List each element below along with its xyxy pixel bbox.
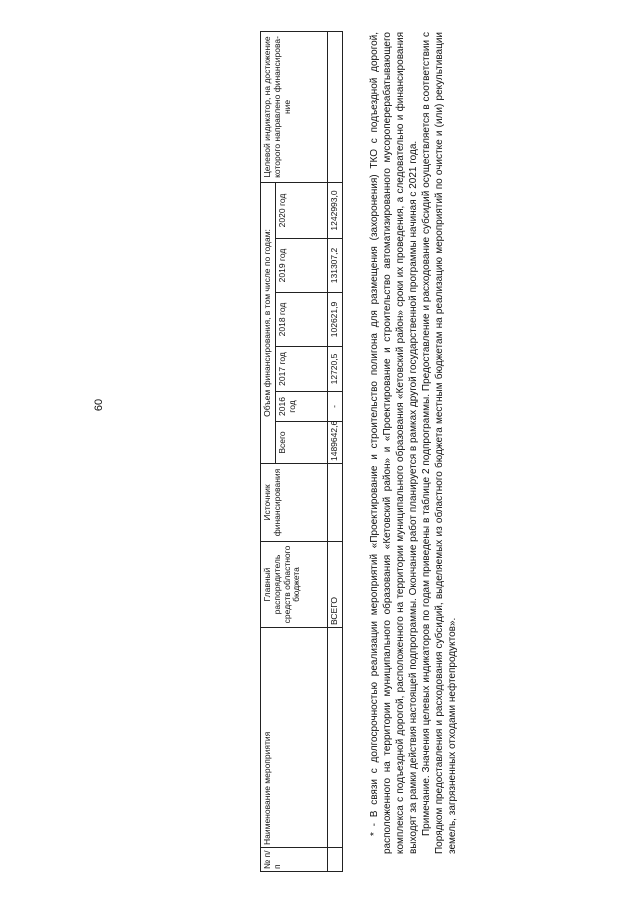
header-num: № п/п: [261, 848, 328, 872]
header-2016: 2016 год: [275, 392, 327, 422]
total-row-2019: 131307,2: [327, 239, 342, 293]
total-row-label: ВСЕГО: [327, 542, 342, 628]
total-row-2017: 12720,5: [327, 347, 342, 392]
rotated-page-content: [260, 32, 540, 872]
header-manager: Главный распорядитель средств областного бюджета: [261, 542, 328, 628]
header-volume-group: Объем финансирования, в том числе по годам:: [261, 182, 276, 463]
header-2018: 2018 год: [275, 293, 327, 347]
total-row-target: [327, 31, 342, 182]
total-row-name: [327, 628, 342, 848]
table-total-row: [327, 31, 342, 871]
header-2020: 2020 год: [275, 182, 327, 238]
header-name: Наименование мероприятия: [261, 628, 328, 848]
total-row-2016: -: [327, 392, 342, 422]
notes: [368, 32, 459, 854]
header-2017: 2017 год: [275, 347, 327, 392]
header-total: Всего: [275, 422, 327, 464]
total-row-num: [327, 848, 342, 872]
total-row-2020: 1242993,0: [327, 182, 342, 238]
financing-table: [260, 31, 343, 872]
table-header-row: [261, 31, 276, 871]
total-row-source: [327, 464, 342, 542]
total-row-2018: 102621,9: [327, 293, 342, 347]
page-number: 60: [93, 398, 105, 412]
remark-paragraph: Примечание. Значения целевых индикаторов по годам приведены в таблице 2 подпрограммы. Предоставление и расходование субсидий осуществляется в соответствии с Порядком предоставления и расходования субсидий, выделяемых из областного бюджета местным бюджетам на реализацию мероприятий по очистке и (или) рекультивации земель, загрязненных отходами нефтепродуктов».: [421, 32, 458, 854]
total-row-total: 1489642,6: [327, 422, 342, 464]
footnote-paragraph: * - В связи с долгосрочностью реализации мероприятий «Проектирование и строительство полигона для размещения (захоронения) ТКО с подъездной дорогой, расположенного на территории муниципального образования «Кетовский район» и «Проектирование и строительство автоматизированного мусороперерабатывающего комплекса с подъездной дорогой, расположенного на территории муниципального образования «Кетовский район» сроки их проведения, а следовательно и финансирования выходят за рамки действия настоящей подпрограммы. Окончание работ планируется в рамках другой государственной программы начиная с 2021 года.: [369, 32, 419, 854]
header-target: Целевой индикатор, на достижение которого направлено финансирова- ние: [261, 31, 328, 182]
header-source: Источник финансирования: [261, 464, 328, 542]
header-2019: 2019 год: [275, 239, 327, 293]
